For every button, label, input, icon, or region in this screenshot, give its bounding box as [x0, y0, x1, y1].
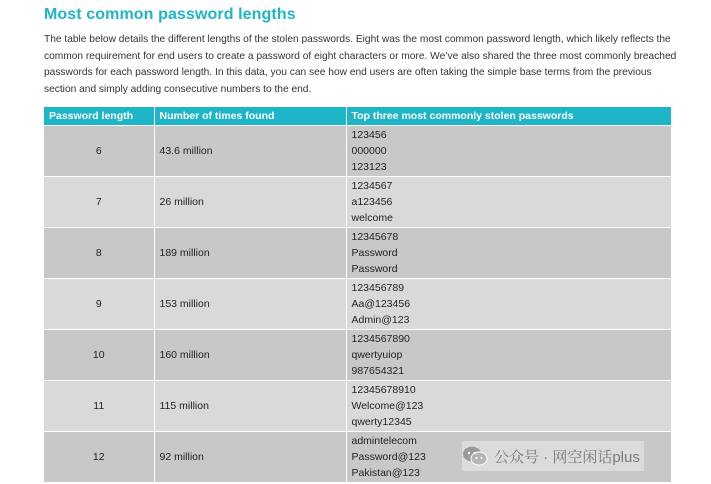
password-item: Password — [351, 247, 398, 259]
password-item: a123456 — [351, 196, 393, 208]
cell-passwords — [346, 126, 671, 177]
cell-passwords — [346, 279, 671, 330]
table-row — [44, 381, 671, 432]
wechat-icon — [462, 445, 488, 467]
password-item: Pakistan@123 — [351, 467, 420, 479]
cell-times: 43.6 million — [154, 126, 346, 177]
cell-passwords — [346, 381, 671, 432]
password-item: Aa@123456 — [351, 298, 411, 310]
password-item: 123456789 — [351, 282, 405, 294]
header-password-length: Password length — [44, 107, 154, 126]
cell-times: 115 million — [154, 381, 346, 432]
table-row — [44, 228, 671, 279]
table-row — [44, 177, 671, 228]
table-row — [44, 330, 671, 381]
password-item: 987654321 — [351, 365, 405, 377]
header-times-found: Number of times found — [154, 107, 346, 126]
password-item: 12345678 — [351, 231, 399, 243]
table-row — [44, 279, 671, 330]
cell-length: 12 — [44, 432, 154, 483]
password-item: qwerty12345 — [351, 416, 412, 428]
watermark-text: 公众号 · 网空闲话plus — [494, 448, 640, 466]
cell-passwords — [346, 228, 671, 279]
cell-passwords — [346, 330, 671, 381]
watermark — [462, 441, 644, 471]
password-item: 123123 — [351, 161, 387, 173]
cell-length: 10 — [44, 330, 154, 381]
password-item: Password — [351, 263, 398, 275]
intro-paragraph: The table below details the different lengths of the stolen passwords. Eight was the most common password length, which likely reflects the common requirement for end users to create a password of eight characters or more. We’ve also shared the three most commonly breached passwords for each password length. In this data, you can see how end users are often taking the simple base terms from the previous section and simply adding consecutive numbers to the end. — [44, 34, 677, 95]
password-item: 000000 — [351, 145, 387, 157]
section-heading: Most common password lengths — [44, 6, 296, 23]
password-item: Welcome@123 — [351, 400, 424, 412]
password-item: admintelecom — [351, 435, 417, 447]
cell-passwords — [346, 177, 671, 228]
password-item: 1234567 — [351, 180, 393, 192]
table-header-row — [44, 107, 671, 126]
password-item: Password@123 — [351, 451, 426, 463]
cell-length: 9 — [44, 279, 154, 330]
password-item: 12345678910 — [351, 384, 416, 396]
password-item: welcome — [351, 212, 393, 224]
password-lengths-table — [44, 107, 671, 482]
table-row — [44, 126, 671, 177]
cell-length: 7 — [44, 177, 154, 228]
password-item: qwertyuiop — [351, 349, 403, 361]
password-item: Admin@123 — [351, 314, 410, 326]
password-item: 1234567890 — [351, 333, 410, 345]
cell-times: 153 million — [154, 279, 346, 330]
cell-times: 189 million — [154, 228, 346, 279]
cell-length: 6 — [44, 126, 154, 177]
cell-times: 160 million — [154, 330, 346, 381]
cell-length: 8 — [44, 228, 154, 279]
cell-times: 26 million — [154, 177, 346, 228]
header-top-passwords: Top three most commonly stolen passwords — [346, 107, 671, 126]
cell-length: 11 — [44, 381, 154, 432]
cell-times: 92 million — [154, 432, 346, 483]
password-item: 123456 — [351, 129, 387, 141]
